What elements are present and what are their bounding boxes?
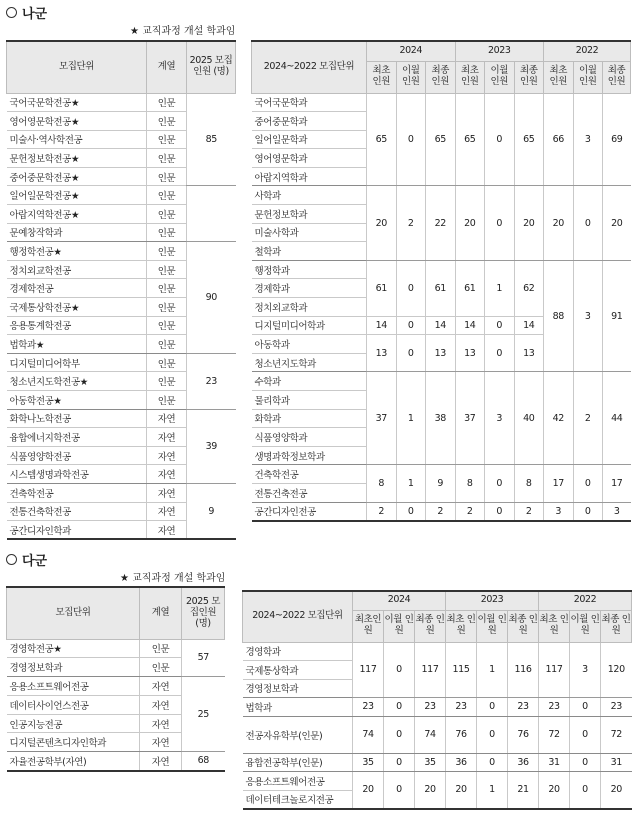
value-cell: 3: [544, 502, 574, 521]
unit-name: 경제학전공: [7, 279, 147, 298]
value-cell: 31: [601, 753, 632, 772]
value-cell: 20: [415, 772, 446, 809]
value-cell: 22: [426, 186, 456, 260]
value-cell: 23: [446, 698, 477, 717]
value-cell: 74: [353, 716, 384, 753]
value-cell: 14: [367, 316, 397, 335]
value-cell: 0: [384, 716, 415, 753]
prev-unit-name: 문헌정보학과: [252, 205, 367, 224]
prev-unit-name: 식품영양학과: [252, 428, 367, 447]
unit-type: 인문: [147, 223, 187, 242]
unit-name: 국어국문학전공★: [7, 93, 147, 112]
value-cell: 17: [603, 465, 631, 502]
value-cell: 3: [573, 260, 603, 372]
value-cell: 62: [514, 260, 544, 316]
value-cell: 14: [426, 316, 456, 335]
header-type: 계열: [140, 587, 182, 639]
value-cell: 88: [544, 260, 574, 372]
unit-name: 시스템생명과학전공: [7, 465, 147, 484]
value-cell: 1: [477, 772, 508, 809]
value-cell: 0: [485, 93, 515, 186]
value-cell: 35: [415, 753, 446, 772]
value-cell: 23: [601, 698, 632, 717]
unit-type: 인문: [147, 316, 187, 335]
value-cell: 20: [455, 186, 485, 260]
header-final: 최종 인원: [514, 61, 544, 93]
header-unit: 모집단위: [7, 587, 140, 639]
unit-name: 아동학전공★: [7, 391, 147, 410]
teaching-course-note: ★ 교직과정 개설 학과임: [130, 26, 236, 37]
value-cell: 66: [544, 93, 574, 186]
quota-cell: 25: [182, 677, 225, 752]
prev-unit-name: 국어국문학과: [252, 93, 367, 112]
unit-name: 공간디자인학과: [7, 521, 147, 540]
unit-type: 인문: [147, 149, 187, 168]
header-year: 2022: [544, 41, 631, 61]
section-title-text: 나군: [22, 7, 48, 22]
value-cell: 31: [539, 753, 570, 772]
value-cell: 8: [514, 465, 544, 502]
value-cell: 20: [539, 772, 570, 809]
value-cell: 3: [570, 642, 601, 698]
value-cell: 61: [426, 260, 456, 316]
header-year: 2024: [353, 591, 446, 610]
unit-name: 응용소프트웨어전공: [7, 677, 140, 696]
prev-unit-name: 수학과: [252, 372, 367, 391]
quota-cell: 39: [187, 409, 236, 483]
value-cell: 69: [603, 93, 631, 186]
header-final: 최종 인원: [601, 610, 632, 642]
value-cell: 72: [601, 716, 632, 753]
header-year: 2023: [455, 41, 544, 61]
unit-type: 자연: [147, 521, 187, 540]
prev-unit-name: 경제학과: [252, 279, 367, 298]
value-cell: 0: [485, 502, 515, 521]
value-cell: 13: [514, 335, 544, 372]
header-carry: 이월 인원: [477, 610, 508, 642]
prev-unit-name: 전공자유학부(인문): [243, 716, 353, 753]
header-unit: 모집단위: [7, 41, 147, 93]
value-cell: 13: [455, 335, 485, 372]
value-cell: 2: [455, 502, 485, 521]
unit-type: 인문: [147, 205, 187, 224]
value-cell: 38: [426, 372, 456, 465]
value-cell: 91: [603, 260, 631, 372]
header-year: 2024: [367, 41, 456, 61]
value-cell: 120: [601, 642, 632, 698]
value-cell: 0: [573, 465, 603, 502]
header-initial: 최초 인원: [446, 610, 477, 642]
prev-unit-name: 일어일문학과: [252, 130, 367, 149]
unit-type: 인문: [147, 353, 187, 372]
value-cell: 0: [570, 716, 601, 753]
prev-unit-name: 아랍지역학과: [252, 167, 367, 186]
value-cell: 72: [539, 716, 570, 753]
header-unit: 2024~2022 모집단위: [252, 41, 367, 93]
value-cell: 65: [514, 93, 544, 186]
value-cell: 20: [601, 772, 632, 809]
unit-name: 건축학전공: [7, 483, 147, 502]
value-cell: 0: [477, 716, 508, 753]
value-cell: 65: [455, 93, 485, 186]
value-cell: 61: [367, 260, 397, 316]
value-cell: 21: [508, 772, 539, 809]
value-cell: 0: [396, 335, 426, 372]
value-cell: 36: [446, 753, 477, 772]
unit-name: 일어일문학전공★: [7, 186, 147, 205]
unit-type: 자연: [147, 409, 187, 428]
unit-name: 문예창작학과: [7, 223, 147, 242]
value-cell: 116: [508, 642, 539, 698]
unit-name: 인공지능전공: [7, 714, 140, 733]
unit-type: 인문: [147, 335, 187, 354]
prev-unit-name: 데이터테크놀로지전공: [243, 790, 353, 809]
prev-unit-name: 디지털미디어학과: [252, 316, 367, 335]
unit-type: 인문: [147, 279, 187, 298]
value-cell: 2: [396, 186, 426, 260]
value-cell: 2: [573, 372, 603, 465]
value-cell: 35: [353, 753, 384, 772]
header-final: 최종 인원: [415, 610, 446, 642]
header-quota: 2025 모집인원 (명): [187, 41, 236, 93]
value-cell: 14: [514, 316, 544, 335]
prev-unit-name: 화학과: [252, 409, 367, 428]
header-initial: 최초 인원: [455, 61, 485, 93]
prev-unit-name: 건축학전공: [252, 465, 367, 484]
unit-name: 화학나노학전공: [7, 409, 147, 428]
value-cell: 20: [367, 186, 397, 260]
value-cell: 61: [455, 260, 485, 316]
prev-unit-name: 법학과: [243, 698, 353, 717]
value-cell: 0: [485, 465, 515, 502]
unit-type: 인문: [147, 372, 187, 391]
unit-name: 디지털콘텐츠디자인학과: [7, 733, 140, 752]
header-initial: 최초인 원: [353, 610, 384, 642]
header-unit: 2024~2022 모집단위: [243, 591, 353, 642]
header-initial: 최초 인원: [539, 610, 570, 642]
quota-cell: 57: [182, 639, 225, 677]
value-cell: 0: [396, 93, 426, 186]
prev-unit-name: 물리학과: [252, 391, 367, 410]
value-cell: 37: [455, 372, 485, 465]
value-cell: 76: [446, 716, 477, 753]
prev-unit-name: 전통건축전공: [252, 483, 367, 502]
prev-unit-name: 국제통상학과: [243, 661, 353, 680]
unit-type: 자연: [140, 695, 182, 714]
unit-name: 아랍지역학전공★: [7, 205, 147, 224]
prev-unit-name: 중어중문학과: [252, 112, 367, 131]
value-cell: 23: [353, 698, 384, 717]
unit-name: 문헌정보학전공★: [7, 149, 147, 168]
section-title-na: [6, 3, 47, 22]
prev-unit-name: 영어영문학과: [252, 149, 367, 168]
header-type: 계열: [147, 41, 187, 93]
unit-type: 인문: [147, 93, 187, 112]
header-year: 2022: [539, 591, 632, 610]
value-cell: 0: [396, 316, 426, 335]
value-cell: 76: [508, 716, 539, 753]
quota-cell: 68: [182, 752, 225, 771]
value-cell: 37: [367, 372, 397, 465]
value-cell: 3: [603, 502, 631, 521]
unit-type: 자연: [140, 714, 182, 733]
value-cell: 44: [603, 372, 631, 465]
value-cell: 65: [426, 93, 456, 186]
quota-cell: 23: [187, 353, 236, 409]
value-cell: 20: [603, 186, 631, 260]
header-carry: 이월 인원: [396, 61, 426, 93]
na-history-table: [251, 40, 631, 522]
value-cell: 8: [367, 465, 397, 502]
prev-unit-name: 경영정보학과: [243, 679, 353, 698]
prev-unit-name: 행정학과: [252, 260, 367, 279]
da-2025-quota-table: [6, 586, 225, 772]
value-cell: 23: [539, 698, 570, 717]
value-cell: 2: [514, 502, 544, 521]
unit-name: 경영정보학과: [7, 658, 140, 677]
value-cell: 2: [367, 502, 397, 521]
value-cell: 117: [353, 642, 384, 698]
unit-type: 인문: [147, 167, 187, 186]
value-cell: 0: [477, 698, 508, 717]
unit-type: 자연: [140, 677, 182, 696]
header-year: 2023: [446, 591, 539, 610]
value-cell: 0: [477, 753, 508, 772]
value-cell: 117: [415, 642, 446, 698]
unit-type: 자연: [140, 733, 182, 752]
circle-bullet-icon: [6, 554, 17, 565]
value-cell: 0: [570, 753, 601, 772]
value-cell: 36: [508, 753, 539, 772]
prev-unit-name: 경영학과: [243, 642, 353, 661]
value-cell: 3: [485, 372, 515, 465]
value-cell: 1: [396, 372, 426, 465]
value-cell: 23: [415, 698, 446, 717]
unit-type: 자연: [140, 752, 182, 771]
value-cell: 14: [455, 316, 485, 335]
header-final: 최종 인원: [426, 61, 456, 93]
section-title-da: [6, 550, 47, 569]
prev-unit-name: 융합전공학부(인문): [243, 753, 353, 772]
circle-bullet-icon: [6, 7, 17, 18]
unit-type: 자연: [147, 502, 187, 521]
section-title-text: 다군: [22, 554, 48, 569]
unit-type: 인문: [147, 112, 187, 131]
value-cell: 2: [426, 502, 456, 521]
prev-unit-name: 사학과: [252, 186, 367, 205]
value-cell: 0: [573, 502, 603, 521]
value-cell: 0: [570, 698, 601, 717]
na-2025-quota-table: [6, 40, 236, 540]
quota-cell: 9: [187, 483, 236, 539]
unit-type: 인문: [140, 658, 182, 677]
unit-name: 디지털미디어학부: [7, 353, 147, 372]
header-final: 최종 인원: [508, 610, 539, 642]
value-cell: 8: [455, 465, 485, 502]
value-cell: 0: [396, 260, 426, 316]
unit-type: 자연: [147, 428, 187, 447]
value-cell: 20: [446, 772, 477, 809]
teaching-course-note: ★ 교직과정 개설 학과임: [120, 573, 226, 584]
value-cell: 20: [514, 186, 544, 260]
value-cell: 0: [485, 186, 515, 260]
prev-unit-name: 미술사학과: [252, 223, 367, 242]
value-cell: 1: [485, 260, 515, 316]
header-initial: 최초 인원: [544, 61, 574, 93]
prev-unit-name: 공간디자인전공: [252, 502, 367, 521]
value-cell: 42: [544, 372, 574, 465]
value-cell: 20: [353, 772, 384, 809]
header-carry: 이월 인원: [485, 61, 515, 93]
prev-unit-name: 응용소프트웨어전공: [243, 772, 353, 791]
header-carry: 이월 인원: [573, 61, 603, 93]
quota-cell: 85: [187, 93, 236, 186]
prev-unit-name: 정치외교학과: [252, 298, 367, 317]
unit-name: 식품영양학전공: [7, 446, 147, 465]
header-carry: 이월 인원: [384, 610, 415, 642]
unit-name: 행정학전공★: [7, 242, 147, 261]
value-cell: 65: [367, 93, 397, 186]
unit-type: 인문: [147, 391, 187, 410]
unit-name: 청소년지도학전공★: [7, 372, 147, 391]
value-cell: 13: [426, 335, 456, 372]
value-cell: 0: [396, 502, 426, 521]
value-cell: 0: [570, 772, 601, 809]
value-cell: 20: [544, 186, 574, 260]
unit-name: 법학과★: [7, 335, 147, 354]
prev-unit-name: 생명과학정보학과: [252, 446, 367, 465]
header-quota: 2025 모집인원 (명): [182, 587, 225, 639]
unit-type: 인문: [147, 298, 187, 317]
unit-type: 자연: [147, 483, 187, 502]
value-cell: 0: [384, 772, 415, 809]
prev-unit-name: 철학과: [252, 242, 367, 261]
unit-type: 자연: [147, 465, 187, 484]
value-cell: 117: [539, 642, 570, 698]
unit-name: 경영학전공★: [7, 639, 140, 658]
prev-unit-name: 아동학과: [252, 335, 367, 354]
unit-name: 전통건축학전공: [7, 502, 147, 521]
unit-type: 인문: [147, 186, 187, 205]
unit-type: 인문: [147, 260, 187, 279]
header-carry: 이월 인원: [570, 610, 601, 642]
quota-cell: [187, 186, 236, 242]
unit-name: 미술사·역사학전공: [7, 130, 147, 149]
prev-unit-name: 청소년지도학과: [252, 353, 367, 372]
value-cell: 0: [384, 698, 415, 717]
value-cell: 40: [514, 372, 544, 465]
quota-cell: 90: [187, 242, 236, 354]
unit-name: 데이터사이언스전공: [7, 695, 140, 714]
value-cell: 3: [573, 93, 603, 186]
unit-type: 인문: [147, 242, 187, 261]
unit-type: 인문: [140, 639, 182, 658]
value-cell: 13: [367, 335, 397, 372]
header-initial: 최초 인원: [367, 61, 397, 93]
da-history-table: [242, 590, 632, 810]
value-cell: 74: [415, 716, 446, 753]
header-final: 최종 인원: [603, 61, 631, 93]
value-cell: 23: [508, 698, 539, 717]
value-cell: 1: [477, 642, 508, 698]
unit-name: 국제통상학전공★: [7, 298, 147, 317]
value-cell: 0: [384, 642, 415, 698]
value-cell: 0: [485, 335, 515, 372]
value-cell: 9: [426, 465, 456, 502]
value-cell: 0: [485, 316, 515, 335]
unit-name: 중어중문학전공★: [7, 167, 147, 186]
value-cell: 0: [384, 753, 415, 772]
unit-name: 영어영문학전공★: [7, 112, 147, 131]
unit-name: 자율전공학부(자연): [7, 752, 140, 771]
value-cell: 17: [544, 465, 574, 502]
unit-name: 융합에너지학전공: [7, 428, 147, 447]
unit-name: 정치외교학전공: [7, 260, 147, 279]
unit-type: 자연: [147, 446, 187, 465]
unit-name: 응용통계학전공: [7, 316, 147, 335]
unit-type: 인문: [147, 130, 187, 149]
value-cell: 1: [396, 465, 426, 502]
value-cell: 0: [573, 186, 603, 260]
value-cell: 115: [446, 642, 477, 698]
